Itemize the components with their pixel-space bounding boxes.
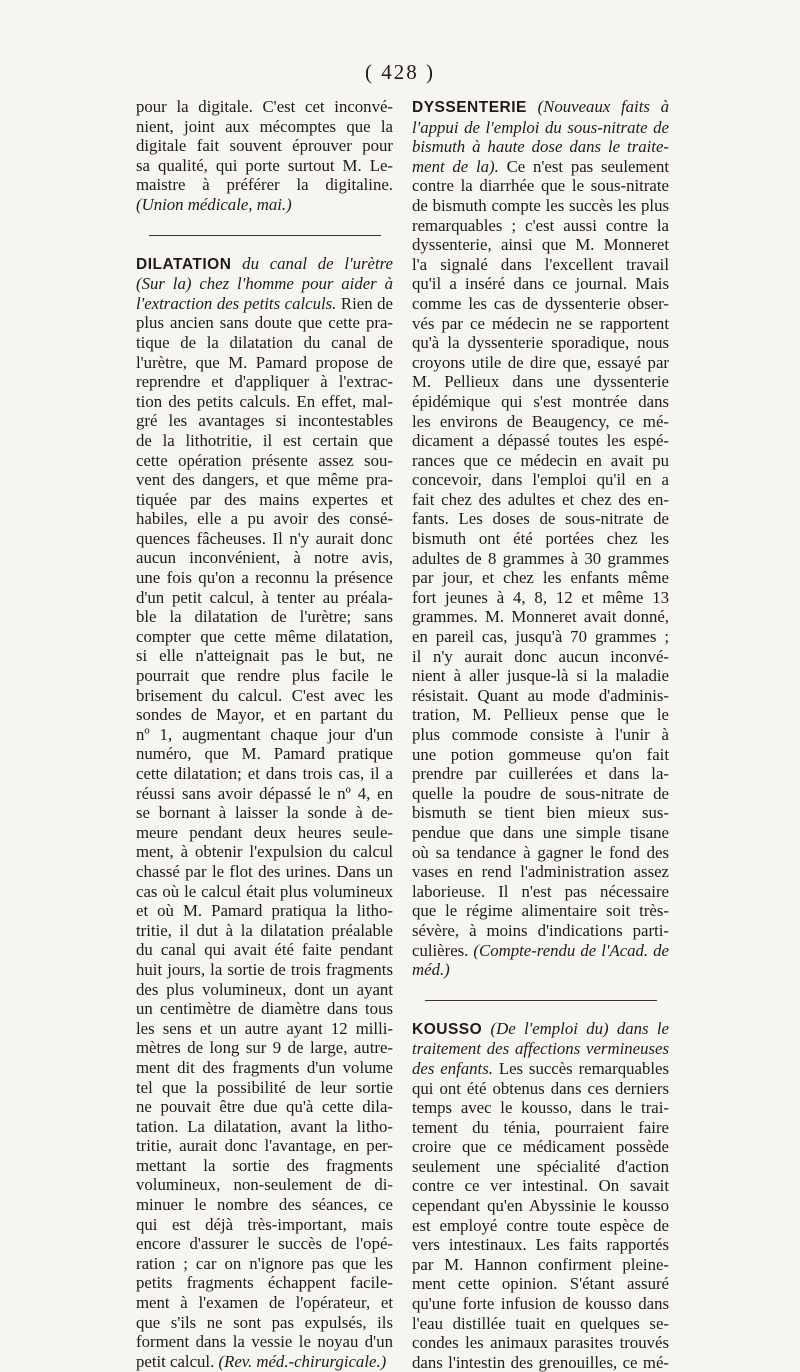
text-line: rances que ce médecin en avait pu [412,451,669,471]
text-line: condes les animaux parasites trouvés [412,1333,669,1353]
text-line: grammes. M. Monneret avait donné, [412,607,669,627]
text-line: petits fragments échappent facile- [136,1273,393,1293]
text-line: numéro, que M. Pamard pratique [136,744,393,764]
text-line: si elle n'atteignait pas le but, ne [136,646,393,666]
text-line: nº 1, augmentant chaque jour d'un [136,725,393,745]
text-line: prendre par cuillerées et dans la- [412,764,669,784]
text-line: bismuth ont été portées chez les [412,529,669,549]
text-line: vés par ce médecin ne se rapportent [412,314,669,334]
text-line: l'urètre, que M. Pamard propose de [136,353,393,373]
text-line: réussi sans avoir dépassé le nº 4, en [136,784,393,804]
text-line: contre la diarrhée que le sous-nitrate [412,176,669,196]
text-line: est employé contre toute espèce de [412,1216,669,1236]
text-line: tritie, il dut à la dilatation préalable [136,921,393,941]
text-line: dicament a dépassé toutes les espé- [412,431,669,451]
text-line: croire que ce médicament possède [412,1137,669,1157]
text-line: temps avec le kousso, dans le trai- [412,1098,669,1118]
text-line: vers intestinaux. Les faits rapportés [412,1235,669,1255]
text-line: qu'une forte infusion de kousso dans [412,1294,669,1314]
text-line: fants. Les doses de sous-nitrate de [412,509,669,529]
article-dyssenterie-heading-line: DYSSENTERIE (Nouveaux faits à [412,97,669,118]
text-line: compter que cette même dilatation, [136,627,393,647]
text-line: laborieuse. Il n'est pas nécessaire [412,882,669,902]
text-line: huit jours, la sortie de trois fragments [136,960,393,980]
text-line: chassé par le flot des urines. Dans un [136,862,393,882]
paragraph-digitale [136,97,393,215]
text-line: sévère, à moins d'indications parti- [412,921,669,941]
text-line: ment, à obtenir l'expulsion du calcul [136,842,393,862]
text-line: ment cette opinion. S'étant assuré [412,1274,669,1294]
text-line: vent des dangers, et que même pra- [136,470,393,490]
text-line: sondes de Mayor, et en partant du [136,705,393,725]
text-line: épidémique qui s'est montrée dans [412,392,669,412]
article-dilatation-body [136,313,393,1351]
text-line: adultes de 8 grammes à 30 grammes [412,549,669,569]
text-line: mettant la sortie des fragments [136,1156,393,1176]
article-dyssenterie: DYSSENTERIE (Nouveaux faits à l'appui de l'emploi du sous-nitrate de bismuth à haute dose dans le traite- ment de la). Ce n'est pas seulement contre la diarrhée que le sous-nitrate de bismuth compte les succès les plus remarquables ; c'est aussi contre la dyssenterie, ainsi que M. Monneret l'a signalé dans l'excellent travail qu'il a inséré dans ce journal. Mais comme les cas de dyssenterie obser- vés par ce médecin ne se rapportent qu'à la dyssenterie sporadique, nous croyons utile de dire que, essayé par M. Pellieux dans une dyssenterie épidémique qui s'est montrée dans les environs de Beaugency, ce mé- dicament a dépassé toutes les espé- rances que ce médecin en avait pu concevoir, dans l'emploi qu'il en a fait chez des adultes et chez des en- fants. Les doses de sous-nitrate de bismuth ont été portées chez les adultes de 8 grammes à 30 grammes par jour, et chez les enfants même fort jeunes à 4, 8, 12 et même 13 grammes. M. Monneret avait donné, en pareil cas, jusqu'à 70 grammes ; il n'y aurait donc aucun inconvé- nient à aller jusque-là si la maladie résistait. Quant au mode d'adminis- tration, M. Pellieux pense que le plus commode consiste à l'unir à une potion gommeuse qu'on fait prendre par cuillerées et dans la- quelle la poudre de sous-nitrate de bismuth se tient bien mieux sus- pendue que dans une simple tisane où sa tendance à gagner le fond des vases en rend l'administration assez laborieuse. Il n'est pas nécessaire que le régime alimentaire soit très- sévère, à moins d'indications parti- culières. (Compte-rendu de l'Acad. de méd.) [412,97,669,980]
text-line: fait chez des adultes et chez des en- [412,490,669,510]
text-line: cependant qu'en Abyssinie le kousso [412,1196,669,1216]
text-line: aucun inconvénient, à notre avis, [136,548,393,568]
section-divider [425,1000,657,1001]
text-line: sa qualité, qui porte surtout M. Le- [136,156,393,176]
text-line: de la lithotritie, il est certain que [136,431,393,451]
left-column [136,97,393,1371]
text-line: nient, joint aux mécomptes que la [136,117,393,137]
text-line: les sens et un autre ayant 12 milli- [136,1019,393,1039]
text-line: mètres de long sur 9 de large, autre- [136,1038,393,1058]
text-line: digitale fait souvent éprouver pour [136,136,393,156]
text-line: maistre à préférer la digitaline. [136,175,393,195]
page-number: ( 428 ) [0,60,800,85]
text-line: tel que la possibilité de leur sortie [136,1078,393,1098]
text-line: encore d'assurer le succès de l'opé- [136,1234,393,1254]
text-line: résistait. Quant au mode d'adminis- [412,686,669,706]
text-line: par M. Hannon confirment pleine- [412,1255,669,1275]
text-line: que le régime alimentaire soit très- [412,901,669,921]
text-line: reprendre et d'appliquer à l'extrac- [136,372,393,392]
article-kousso-heading-line: KOUSSO (De l'emploi du) dans le [412,1019,669,1040]
text-line: cette opération présente assez sou- [136,451,393,471]
text-line: ble la dilatation de l'urètre; sans [136,607,393,627]
text-line: de bismuth compte les succès les plus [412,196,669,216]
text-line: tion des petits calculs. En effet, mal- [136,392,393,412]
text-line: où sa tendance à gagner le fond des [412,843,669,863]
text-line: bismuth se tient bien mieux sus- [412,803,669,823]
text-line: ment à l'examen de l'opérateur, et [136,1293,393,1313]
text-line: M. Pellieux dans une dyssenterie [412,372,669,392]
text-line: du canal qui avait été faite pendant [136,940,393,960]
text-line: une potion gommeuse qu'on fait [412,745,669,765]
article-dilatation-heading-line: DILATATION du canal de l'urètre [136,254,393,275]
text-line: se bornant à laisser la sonde à de- [136,803,393,823]
text-line: pour la digitale. C'est cet inconvé- [136,97,393,117]
text-line: quelle la poudre de sous-nitrate de [412,784,669,804]
article-kousso: KOUSSO (De l'emploi du) dans le traitement des affections vermineuses des enfants. Les succès remarquables qui ont été obtenus dans ces derniers temps avec le kousso, dans le trai- tement du ténia, pourraient faire croire que ce médicament possède seulement une spécialité d'action contre ce ver intestinal. On savait cependant qu'en Abyssinie le kousso est employé contre toute espèce de vers intestinaux. Les faits rapportés par M. Hannon confirment pleine- ment cette opinion. S'étant assuré qu'une forte infusion de kousso dans l'eau distillée tuait en quelques se- condes les animaux parasites trouvés dans l'intestin des grenouilles, ce mé- [412,1019,669,1372]
text-line: fort jeunes à 4, 8, 12 et même 13 [412,588,669,608]
text-line: nient à aller jusque-là si la maladie [412,666,669,686]
text-line: en pareil cas, jusqu'à 70 grammes ; [412,627,669,647]
text-line: les environs de Beaugency, ce mé- [412,412,669,432]
text-line: vases en rend l'administration assez [412,862,669,882]
text-line: plus commode consiste à l'unir à [412,725,669,745]
text-line: concevoir, dans l'emploi qu'il en a [412,470,669,490]
citation-compte-rendu: culières. (Compte-rendu de l'Acad. de [412,941,669,961]
article-kousso-body [412,1079,669,1372]
text-line: tement du ténia, pourraient faire [412,1118,669,1138]
text-line: l'a signalé dans l'excellent travail [412,255,669,275]
text-line: qui est déjà très-important, mais [136,1215,393,1235]
text-line: forment dans la vessie le noyau d'un [136,1332,393,1352]
section-divider [149,235,381,236]
article-heading-dyssenterie: DYSSENTERIE [412,99,527,116]
text-line: par jour, et chez les enfants même [412,568,669,588]
text-line: dyssenterie, ainsi que M. Monneret [412,235,669,255]
text-line: une fois qu'on a reconnu la présence [136,568,393,588]
text-line: et où M. Pamard pratiqua la litho- [136,901,393,921]
right-column [412,97,669,1372]
text-line: ration ; car on n'ignore pas que les [136,1254,393,1274]
article-dyssenterie-body [412,176,669,940]
text-line: gré les avantages si incontestables [136,411,393,431]
text-line: que s'ils ne sont pas expulsés, ils [136,1313,393,1333]
text-line: ment dit des fragments d'un volume [136,1058,393,1078]
text-line: tration, M. Pellieux pense que le [412,705,669,725]
text-line: qu'il a inséré dans ce journal. Mais [412,274,669,294]
paragraph-digitale-body [136,97,393,195]
text-line: minuer le nombre des séances, ce [136,1195,393,1215]
citation-union-medicale: (Union médicale, mai.) [136,195,393,215]
text-line: seulement une spécialité d'action [412,1157,669,1177]
text-line: croyons utile de dire que, essayé par [412,353,669,373]
text-line: qui ont été obtenus dans ces derniers [412,1079,669,1099]
article-heading-kousso: KOUSSO [412,1021,482,1038]
text-line: l'appui de l'emploi du sous-nitrate de [412,118,669,138]
text-line: tation. La dilatation, avant la litho- [136,1117,393,1137]
text-line: comme les cas de dyssenterie obser- [412,294,669,314]
text-line: tique de la dilatation du canal de [136,333,393,353]
text-line: d'un petit calcul, à tenter au préala- [136,588,393,608]
text-line: l'eau distillée tuait en quelques se- [412,1314,669,1334]
text-line: plus ancien sans doute que cette pra- [136,313,393,333]
text-line: meure pendant deux heures seule- [136,823,393,843]
text-line: dans l'intestin des grenouilles, ce mé- [412,1353,669,1372]
text-line: cas où le calcul était plus volumineux [136,882,393,902]
text-line: il n'y aurait donc aucun inconvé- [412,647,669,667]
text-line: pendue que dans une simple tisane [412,823,669,843]
citation-rev-med-chir: petit calcul. (Rev. méd.-chirurgicale.) [136,1352,393,1372]
text-line: quences fâcheuses. Il n'y aurait donc [136,529,393,549]
article-heading-dilatation: DILATATION [136,256,231,273]
text-line: pourrait que rendre plus facile le [136,666,393,686]
text-line: des plus volumineux, dont un ayant [136,980,393,1000]
text-line: bismuth à haute dose dans le traite- [412,137,669,157]
text-line: tritie, aurait donc l'avantage, en per- [136,1136,393,1156]
text-line: ne pouvait être due qu'à cette dila- [136,1097,393,1117]
text-line: cette dilatation; et dans trois cas, il a [136,764,393,784]
text-line: brisement du calcul. C'est avec les [136,686,393,706]
text-line: volumineux, non-seulement de di- [136,1175,393,1195]
text-line: remarquables ; c'est aussi contre la [412,216,669,236]
text-line: habiles, elle a pu avoir des consé- [136,509,393,529]
text-line: qu'à la dyssenterie sporadique, nous [412,333,669,353]
article-dilatation: DILATATION du canal de l'urètre (Sur la) chez l'homme pour aider à l'extraction des petits calculs. Rien de plus ancien sans doute que cette pra- tique de la dilatation du canal de l'urètre, que M. Pamard propose de reprendre et d'appliquer à l'extrac- tion des petits calculs. En effet, mal- gré les avantages si incontestables de la lithotritie, il est certain que cette opération présente assez sou- vent des dangers, et que même pra- tiquée par des mains expertes et habiles, elle a pu avoir des consé- quences fâcheuses. Il n'y aurait donc aucun inconvénient, à notre avis, une fois qu'on a reconnu la présence d'un petit calcul, à tenter au préala- ble la dilatation de l'urètre; sans compter que cette même dilatation, si elle n'atteignait pas le but, ne pourrait que rendre plus facile le brisement du calcul. C'est avec les sondes de Mayor, et en partant du nº 1, augmentant chaque jour d'un numéro, que M. Pamard pratique cette dilatation; et dans trois cas, il a réussi sans avoir dépassé le nº 4, en se bornant à laisser la sonde à de- meure pendant deux heures seule- ment, à obtenir l'expulsion du calcul chassé par le flot des urines. Dans un cas où le calcul était plus volumineux et où M. Pamard pratiqua la litho- tritie, il dut à la dilatation préalable du canal qui avait été faite pendant huit jours, la sortie de trois fragments des plus volumineux, dont un ayant un centimètre de diamètre dans tous les sens et un autre ayant 12 milli- mètres de long sur 9 de large, autre- ment dit des fragments d'un volume tel que la possibilité de leur sortie ne pouvait être due qu'à cette dila- tation. La dilatation, avant la litho- tritie, aurait donc l'avantage, en per- mettant la sortie des fragments volumineux, non-seulement de di- minuer le nombre des séances, ce qui est déjà très-important, mais encore d'assurer le succès de l'opé- ration ; car on n'ignore pas que les petits fragments échappent facile- ment à l'examen de l'opérateur, et que s'ils ne sont pas expulsés, ils forment dans la vessie le noyau d'un petit calcul. (Rev. méd.-chirurgicale.) [136,254,393,1372]
text-line: contre ce ver intestinal. On savait [412,1176,669,1196]
text-line: tiquée par des mains expertes et [136,490,393,510]
text-line: un centimètre de diamètre dans tous [136,999,393,1019]
